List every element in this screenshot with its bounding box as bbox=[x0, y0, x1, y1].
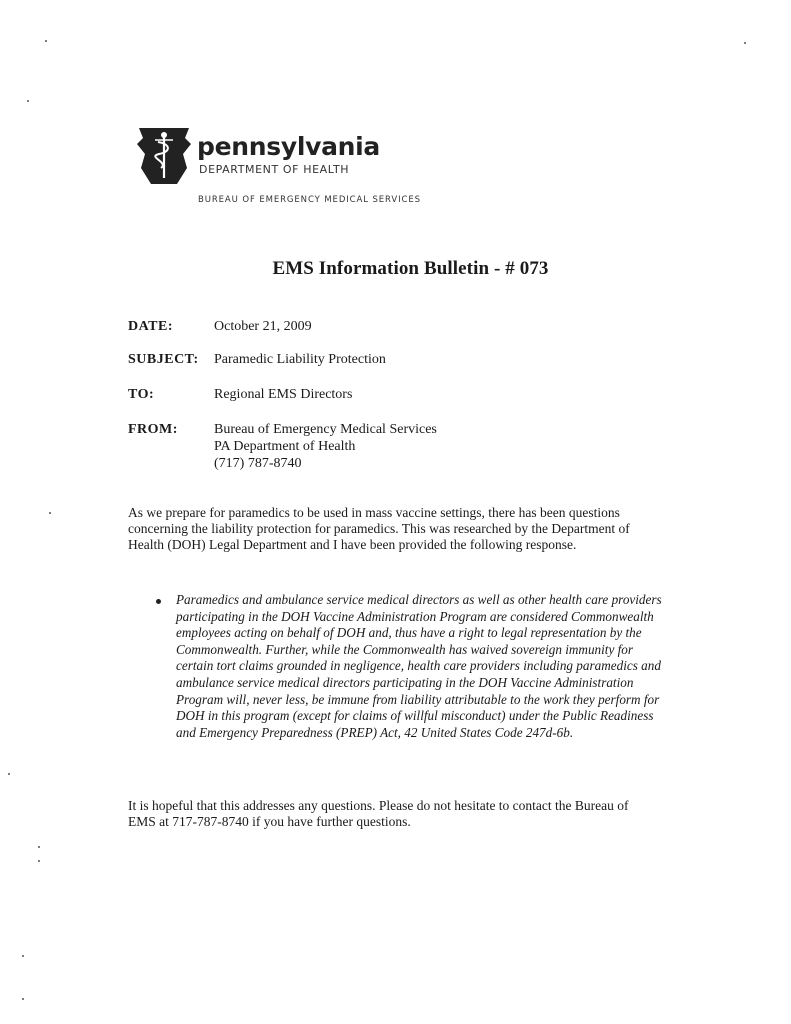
bulletin-title bbox=[0, 258, 791, 280]
closing-paragraph: It is hopeful that this addresses any questions. Please do not hesitate to contact the Bureau of EMS at 717-787-8740 if you have further questions. bbox=[128, 798, 629, 829]
keystone-icon bbox=[133, 124, 195, 186]
scan-speck bbox=[49, 512, 51, 514]
bullet-text: Paramedics and ambulance service medical directors as well as other health care providers participating in the DOH Vaccine Administration Program are considered Commonwealth employees acting on behalf of DOH and, thus have a right to legal representation by the Commonwealth. Further, while the Commonwealth has waived sovereign immunity for certain tort claims grounded in negligence, health care providers including paramedics and ambulance service medical directors participating in the DOH Vaccine Administration Program will, never less, be immune from liability attributable to the work they perform for DOH in this program (except for claims of willful misconduct) under the Public Readiness and Emergency Preparedness (PREP) Act, 42 United States Code 247d-6b. bbox=[176, 592, 662, 740]
scan-speck bbox=[38, 846, 40, 848]
from-label: FROM: bbox=[128, 422, 178, 437]
intro-paragraph: As we prepare for paramedics to be used in mass vaccine settings, there has been questions concerning the liability protection for paramedics. This was researched by the Department of Health (DOH) Legal Department and I have been provided the following response. bbox=[128, 505, 630, 552]
date-value: October 21, 2009 bbox=[214, 319, 312, 334]
scan-speck bbox=[22, 955, 24, 957]
scan-speck bbox=[744, 42, 746, 44]
from-line-phone: (717) 787-8740 bbox=[214, 456, 302, 471]
scan-speck bbox=[8, 773, 10, 775]
scan-speck bbox=[45, 40, 47, 42]
from-line-department: PA Department of Health bbox=[214, 439, 356, 454]
bureau-name: BUREAU OF EMERGENCY MEDICAL SERVICES bbox=[198, 195, 421, 205]
letterhead bbox=[133, 124, 463, 214]
subject-label: SUBJECT: bbox=[128, 352, 199, 367]
department-name: DEPARTMENT OF HEALTH bbox=[199, 163, 350, 176]
to-label: TO: bbox=[128, 387, 155, 402]
scan-speck bbox=[38, 860, 40, 862]
bullet-icon bbox=[156, 599, 161, 604]
bulletin-title-text: EMS Information Bulletin - # 073 bbox=[272, 258, 549, 279]
scan-speck bbox=[22, 998, 24, 1000]
to-value: Regional EMS Directors bbox=[214, 387, 353, 402]
date-label: DATE: bbox=[128, 319, 174, 334]
subject-value: Paramedic Liability Protection bbox=[214, 352, 386, 367]
from-value bbox=[214, 421, 437, 472]
scan-speck bbox=[27, 100, 29, 102]
brand-name: pennsylvania bbox=[197, 132, 380, 161]
from-line-bureau: Bureau of Emergency Medical Services bbox=[214, 422, 437, 437]
